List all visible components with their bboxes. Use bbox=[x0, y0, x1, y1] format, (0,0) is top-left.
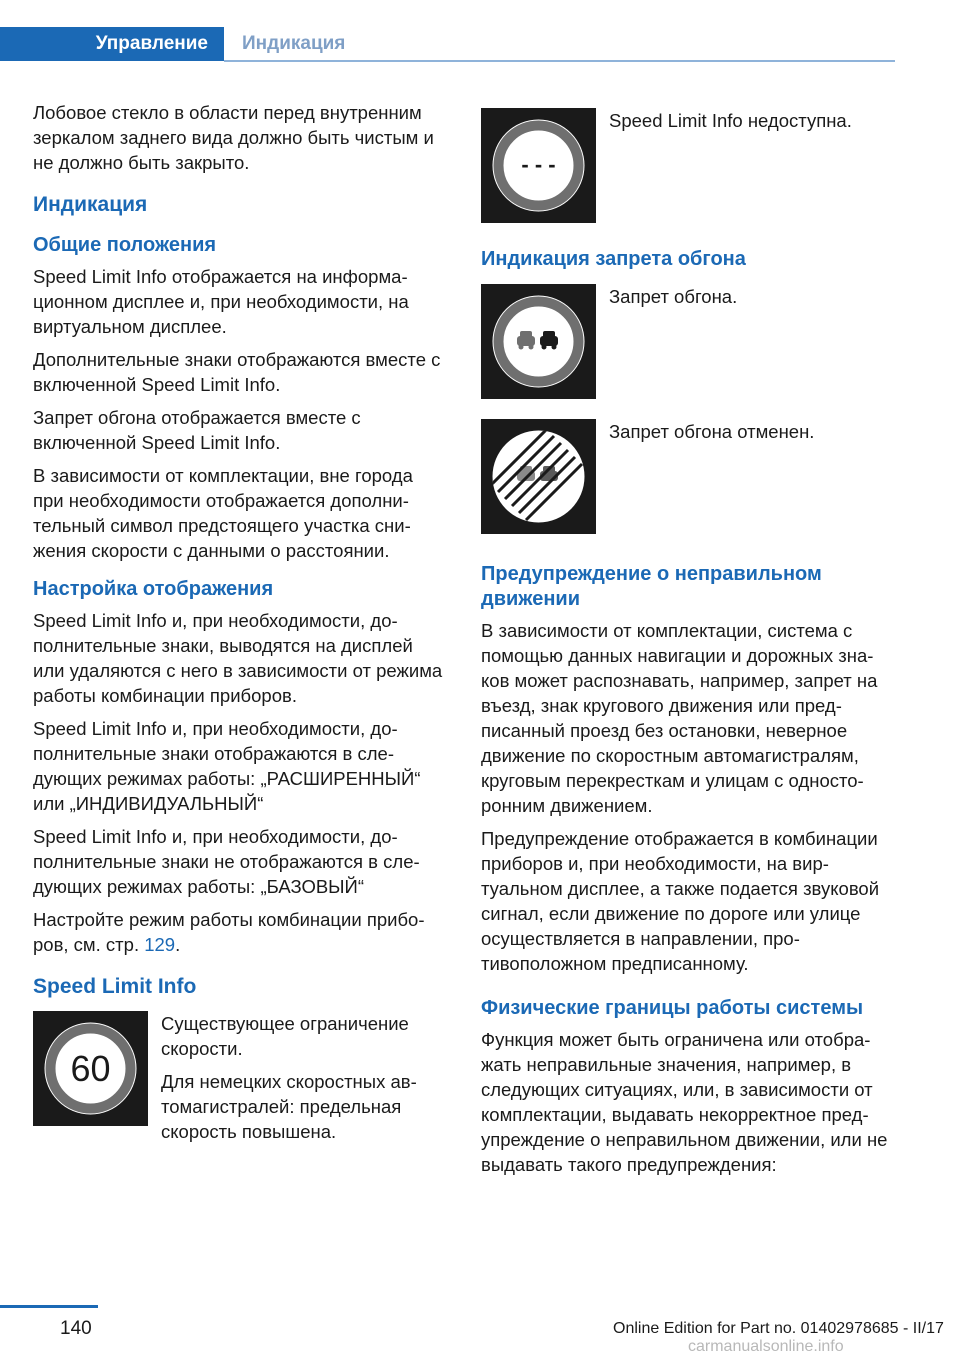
speed-limit-unavailable-sign-icon bbox=[481, 108, 596, 223]
end-no-overtaking-sign-icon bbox=[481, 419, 596, 534]
sign-60-description bbox=[161, 1011, 445, 1152]
heading-display-settings: Настройка отображения bbox=[33, 578, 274, 600]
sign-row-unavailable bbox=[481, 108, 895, 223]
paragraph: Функция может быть ограничена или отображать неправильные значения, например, в следующих ситуациях, или, в зависимости от комплектации, выдавать некорректное предупреждение о неправильном движении, или не выдавать такого предупреждения: bbox=[481, 1029, 888, 1175]
section-title-display: Индикация bbox=[33, 193, 148, 216]
reference-end: . bbox=[175, 934, 181, 955]
paragraph: Существующее ограничение скорости. bbox=[161, 1013, 409, 1059]
sign-unavailable-description bbox=[609, 108, 852, 141]
paragraph-page-reference bbox=[33, 907, 445, 957]
page-link[interactable]: 129 bbox=[144, 934, 176, 955]
heading-overtaking-display: Индикация запрета обгона bbox=[481, 248, 746, 270]
right-column bbox=[481, 108, 895, 1185]
left-column bbox=[33, 100, 445, 1172]
paragraph: Запрет обгона отменен. bbox=[609, 421, 815, 442]
sign-unavailable-label: - - - bbox=[521, 152, 556, 177]
heading-wrong-way-warning: Предупреждение о неправильном движении bbox=[481, 563, 822, 610]
header-tabbar bbox=[0, 27, 895, 61]
sign-row-60 bbox=[33, 1011, 445, 1152]
sign-row-no-overtaking bbox=[481, 284, 895, 399]
paragraph: В зависимости от комплектации, система с помощью данных навигации и дорожных знаков может распознавать, например, запрет на въезд, знак кругового движения или предписанный проезд без остановки, неверное движение по скоростным автомагистралям, круговым перекресткам и улицам с односторонним движением. bbox=[481, 620, 878, 816]
paragraph: Предупреждение отображается в комбинации приборов и, при необходимости, на виртуальном дисплее, а также подается звуковой сигнал, если движение по дороге или улице осуществляется в направлении, противоположном предписанному. bbox=[481, 828, 880, 974]
no-overtaking-description bbox=[609, 284, 737, 317]
sign-60-number: 60 bbox=[70, 1048, 111, 1089]
sign-row-end-no-overtaking bbox=[481, 419, 895, 534]
tab-display[interactable]: Индикация bbox=[242, 33, 346, 54]
no-overtaking-sign-icon bbox=[481, 284, 596, 399]
footer-accent-line bbox=[0, 1305, 98, 1308]
paragraph: Speed Limit Info и, при необходимости, дополнительные знаки не отображаются в следующих режимах работы: „БАЗОВЫЙ“ bbox=[33, 826, 420, 897]
tab-underline bbox=[224, 60, 895, 62]
paragraph: Запрет обгона. bbox=[609, 286, 738, 307]
paragraph: Speed Limit Info и, при необходимости, дополнительные знаки, выводятся на дисплей или удаляются с него в зависимости от режима работы комбинации приборов. bbox=[33, 610, 443, 706]
end-no-overtaking-description bbox=[609, 419, 814, 452]
page-number: 140 bbox=[60, 1318, 92, 1339]
heading-system-limits: Физические границы работы системы bbox=[481, 997, 864, 1019]
heading-general: Общие положения bbox=[33, 234, 217, 256]
edition-note: Online Edition for Part no. 01402978685 - II/17 bbox=[613, 1320, 944, 1337]
paragraph: Speed Limit Info отображается на информационном дисплее и, при необходимости, на виртуальном дисплее. bbox=[33, 266, 409, 337]
speed-limit-60-sign-icon bbox=[33, 1011, 148, 1126]
tab-control[interactable]: Управление bbox=[0, 27, 224, 61]
reference-text: Настройте режим работы комбинации приборов, см. стр. bbox=[33, 909, 425, 955]
paragraph: Speed Limit Info недоступна. bbox=[609, 110, 852, 131]
paragraph: Для немецких скоростных автомагистралей: предельная скорость повышена. bbox=[161, 1071, 417, 1142]
watermark: carmanualsonline.info bbox=[688, 1338, 844, 1355]
heading-speed-limit-info: Speed Limit Info bbox=[33, 975, 197, 998]
paragraph: Speed Limit Info и, при необходимости, дополнительные знаки отображаются в следующих режимах работы: „РАСШИРЕННЫЙ“ или „ИНДИВИДУАЛЬНЫЙ“ bbox=[33, 718, 421, 814]
paragraph: В зависимости от комплектации, вне города при необходимости отображается дополнительный символ предстоящего участка снижения скорости с данными о расстоянии. bbox=[33, 465, 413, 561]
paragraph: Дополнительные знаки отображаются вместе с включенной Speed Limit Info. bbox=[33, 349, 441, 395]
paragraph: Запрет обгона отображается вместе с включенной Speed Limit Info. bbox=[33, 407, 361, 453]
intro-paragraph: Лобовое стекло в области перед внутренним зеркалом заднего вида должно быть чистым и не должно быть закрыто. bbox=[33, 102, 434, 173]
